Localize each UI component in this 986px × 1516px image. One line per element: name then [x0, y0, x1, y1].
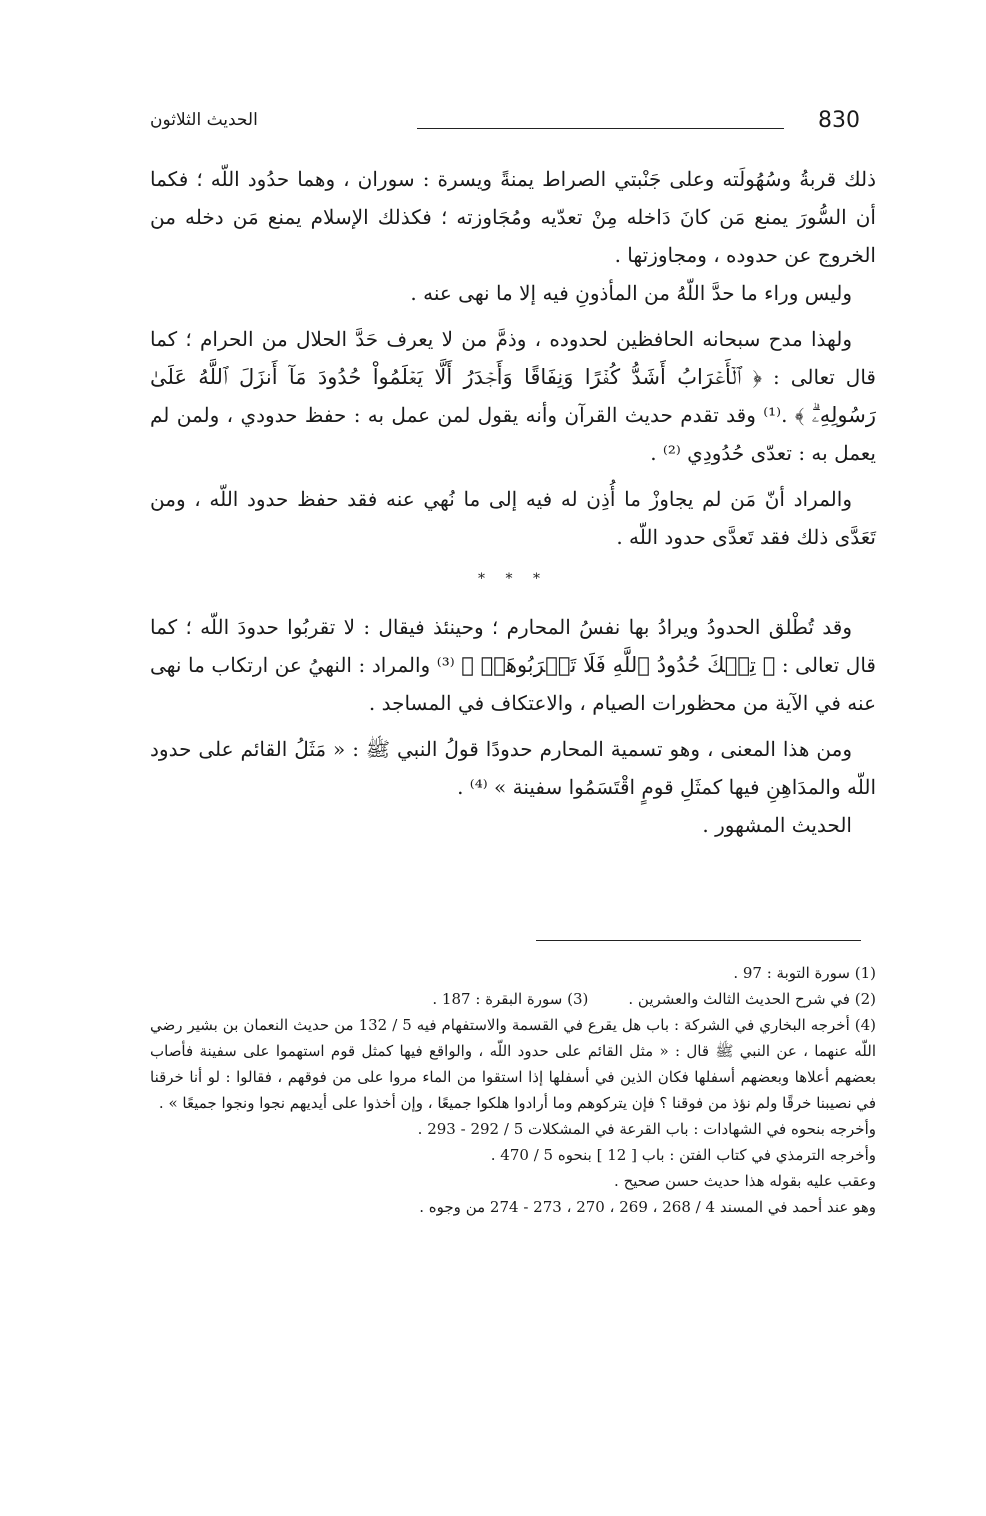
paragraph-1: ذلك قربةُ وسُهُولَته وعلى جَنْبتي الصراط يمنةً ويسرة : سوران ، وهما حدُود اللّه ؛ فكما أن السُّورَ يمنع مَن كانَ دَاخله مِنْ تعدّيه ومُجَاوزته ؛ فكذلك الإسلام يمنع مَن دخله من الخروج عن حدوده ، ومجاوزتها . — [150, 167, 876, 267]
paragraph-3 — [150, 320, 876, 472]
footnote-row-2-3 — [150, 986, 876, 1012]
footnote-2: (2) في شرح الحديث الثالث والعشرين . — [628, 990, 876, 1008]
paragraph-7: الحديث المشهور . — [702, 813, 852, 837]
paragraph-3-text-b: .⁽¹⁾ وقد تقدم حديث القرآن وأنه يقول لمن عمل به : حفظ حدودي ، ولمن لم يعمل به : تعدّى حُدُودِي ⁽²⁾ . — [150, 403, 876, 465]
quran-verse-2: ﴿ تِلۡكَ حُدُودُ ٱللَّهِ فَلَا تَقۡرَبُوهَاۗ ﴾ — [461, 653, 776, 677]
footnote-4-cont-3: وعقب عليه بقوله هذا حديث حسن صحيح . — [614, 1172, 876, 1190]
paragraph-3-text-a: ولهذا مدح سبحانه الحافظين لحدوده ، وذمَّ من لا يعرف حَدَّ الحلال من الحرام ؛ كما قال تعالى : — [150, 327, 876, 389]
section-separator: * * * — [478, 571, 548, 587]
footnotes — [150, 960, 876, 1220]
running-title: الحديث الثلاثون — [150, 110, 258, 130]
footnote-4-cont-1: وأخرجه بنحوه في الشهادات : باب القرعة في المشكلات 5 / 292 - 293 . — [417, 1120, 876, 1138]
footnote-4-cont-4: وهو عند أحمد في المسند 4 / 268 ، 269 ، 270 ، 273 - 274 من وجوه . — [419, 1198, 876, 1216]
paragraph-5-text-b: ⁽³⁾ والمراد : النهيُ عن ارتكاب ما نهى عنه في الآية من محظورات الصيام ، والاعتكاف في المساجد . — [150, 653, 876, 715]
quran-verse-1: ﴿ ٱلۡأَعۡرَابُ أَشَدُّ كُفۡرًا وَنِفَاقًا وَأَجۡدَرُ أَلَّا يَعۡلَمُواْ حُدُودَ مَآ أَنزَلَ ٱللَّهُ عَلَىٰ رَسُولِهِۦۗ ﴾ — [150, 365, 877, 427]
footnote-rule — [536, 940, 861, 941]
footnote-4: (4) أخرجه البخاري في الشركة : باب هل يقرع في القسمة والاستفهام فيه 5 / 132 من حديث النعمان بن بشير رضي اللّه عنهما ، عن النبي ﷺ قال : « مثل القائم على حدود اللّه ، والواقع فيها كمثل قوم استهموا على سفينة فأصاب بعضهم أعلاها وبعضهم أسفلها فكان الذين في أسفلها إذا استقوا من الماء مروا على من فوقهم ، فقالوا : لو أنا خرقنا في نصيبنا خرقًا ولم نؤذ من فوقنا ؟ فإن يتركوهم وما أرادوا هلكوا جميعًا ، وإن أخذوا على أيديهم نجوا ونجوا جميعًا » . — [150, 1016, 876, 1112]
header-rule — [417, 128, 784, 129]
page-number: 830 — [818, 108, 860, 133]
paragraph-5 — [150, 608, 876, 722]
paragraph-5-text-a: وقد تُطْلق الحدودُ ويرادُ بها نفسُ المحارم ؛ وحينئذ فيقال : لا تقربُوا حدودَ اللّه ؛ كما قال تعالى : — [150, 615, 876, 677]
paragraph-6: ومن هذا المعنى ، وهو تسمية المحارم حدودًا قولُ النبي ﷺ : « مَثَلُ القائم على حدود اللّه والمدَاهِنِ فيها كمثَلِ قومٍ اقْتَسَمُوا سفينة » ⁽⁴⁾ . — [150, 737, 876, 799]
paragraph-2: وليس وراء ما حدَّ اللّهُ من المأذونِ فيه إلا ما نهى عنه . — [410, 281, 852, 305]
footnote-4-cont-2: وأخرجه الترمذي في كتاب الفتن : باب [ 12 ] بنحوه 5 / 470 . — [490, 1146, 876, 1164]
page-header — [150, 106, 876, 146]
main-text — [150, 160, 876, 844]
footnote-1: (1) سورة التوبة : 97 . — [733, 964, 876, 982]
footnote-3: (3) سورة البقرة : 187 . — [432, 990, 589, 1008]
paragraph-4: والمراد أنّ مَن لم يجاوزْ ما أُذِن له فيه إلى ما نُهي عنه فقد حفظ حدود اللّه ، ومن تَعَدَّى ذلك فقد تَعدَّى حدود اللّه . — [150, 487, 876, 549]
